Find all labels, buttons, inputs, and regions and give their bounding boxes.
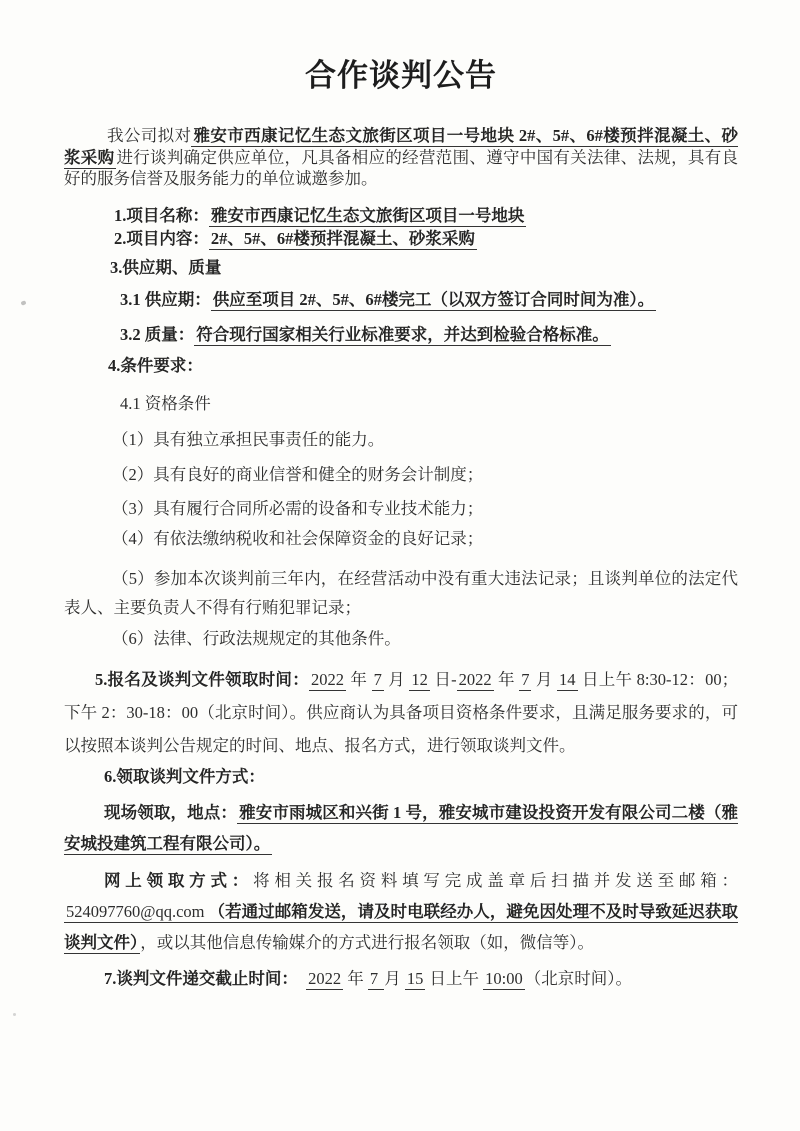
- intro-paragraph: [64, 125, 738, 190]
- text-run: 进行谈判确定供应单位，凡具备相应的经营范围、遵守中国有关法律、法规，具有良好的服务信誉及服务能力的单位诚邀参加。: [64, 147, 739, 188]
- condition-5: （5）参加本次谈判前三年内，在经营活动中没有重大违法记录；且谈判单位的法定代表人、主要负责人不得有行贿犯罪记录；: [64, 568, 738, 617]
- text-run: 雅安市西康记忆生态文旅街区项目一号地块: [210, 205, 525, 225]
- text-run: 日上午 8:30-12：00；下午 2：30-18：00（北京时间）。供应商认为具备项目资格条件要求，且满足服务要求的，可以按照本谈判公告规定的时间、地点、报名方式，进行领取谈判文件。: [64, 669, 739, 755]
- item-4-1-qualification-heading: 4.1 资格条件: [120, 393, 211, 413]
- text-run: 符合现行国家相关行业标准要求，并达到检验合格标准。: [196, 324, 609, 344]
- condition-1: （1）具有独立承担民事责任的能力。: [112, 429, 385, 449]
- text-run: 3.2 质量：: [120, 324, 195, 344]
- text-run: 雅安市雨城区和兴街 1 号，雅安城市建设投资开发有限公司二楼（雅安城投建筑工程有限公司）。: [64, 802, 739, 853]
- text-run: 2.项目内容：: [114, 228, 209, 248]
- text-run: 12: [411, 669, 428, 689]
- text-run: 年: [493, 669, 520, 689]
- item-3-heading-supply-period-quality: 3.供应期、质量: [110, 257, 222, 277]
- text-run: 14: [559, 669, 576, 689]
- text-run: 524097760@qq.com: [66, 901, 205, 921]
- text-run: 15: [406, 968, 424, 988]
- text-run: 月: [384, 968, 405, 988]
- item-2-project-content: [64, 227, 738, 250]
- item-7-submission-deadline: [64, 967, 738, 990]
- item-3-1-supply-period: [64, 288, 738, 311]
- text-run: 2022: [310, 669, 344, 689]
- text-run: （北京时间）。: [524, 968, 632, 988]
- online-pickup-paragraph: [64, 865, 738, 958]
- onsite-pickup-paragraph: [64, 797, 738, 859]
- text-run: 月: [383, 669, 410, 689]
- item-3-2-quality: [64, 323, 738, 346]
- condition-2: （2）具有良好的商业信誉和健全的财务会计制度；: [112, 464, 484, 484]
- text-run: 雅安市西康记忆生态文旅街区项目一号地块 2#、5#、6#楼预拌混凝土、砂浆采购: [64, 126, 739, 167]
- condition-6: （6）法律、行政法规规定的其他条件。: [112, 628, 401, 648]
- condition-3: （3）具有履行合同所必需的设备和专业技术能力；: [112, 498, 484, 518]
- text-run: 日上午: [425, 968, 484, 988]
- text-run: 年: [345, 669, 372, 689]
- text-run: 2#、5#、6#楼预拌混凝土、砂浆采购: [210, 228, 475, 248]
- text-run: 我公司拟对: [107, 126, 192, 145]
- text-run: 网上领取方式：: [104, 870, 254, 890]
- text-run: [290, 969, 307, 988]
- text-run: 1.项目名称：: [114, 205, 209, 225]
- text-run: 7.谈判文件递交截止时间：: [104, 968, 290, 988]
- text-run: 2022: [458, 669, 492, 689]
- text-run: 将相关报名资料填写完成盖章后扫描并发送至邮箱：: [253, 870, 739, 890]
- item-4-heading-requirements: 4.条件要求：: [108, 355, 203, 375]
- item-5-registration-time: [64, 663, 738, 762]
- item-6-heading-document-pickup: 6.领取谈判文件方式：: [104, 766, 265, 786]
- text-run: 现场领取，地点：: [104, 802, 238, 822]
- text-run: （若通过邮箱发送，请及时电联经办人，避免因处理不及时导致延迟获取谈判文件）: [64, 901, 738, 952]
- document-content: [64, 0, 738, 990]
- page-title: 合作谈判公告: [305, 58, 497, 93]
- text-run: 7: [373, 669, 382, 689]
- text-run: 7: [369, 968, 383, 988]
- scan-artifact-speck: [20, 300, 26, 306]
- condition-4: （4）有依法缴纳税收和社会保障资金的良好记录；: [112, 528, 484, 548]
- text-run: 10:00: [485, 968, 523, 988]
- text-run: 2022: [308, 968, 342, 988]
- text-run: 日-: [429, 669, 457, 689]
- text-run: 7: [521, 669, 530, 689]
- text-run: 年: [343, 968, 368, 988]
- text-run: 月: [531, 669, 558, 689]
- scan-artifact-speck: [13, 1013, 16, 1016]
- text-run: 供应至项目 2#、5#、6#楼完工（以双方签订合同时间为准）。: [212, 289, 655, 309]
- text-run: 3.1 供应期：: [120, 289, 211, 309]
- item-1-project-name: [64, 204, 738, 227]
- text-run: ，或以其他信息传输媒介的方式进行报名领取（如，微信等）。: [140, 932, 594, 952]
- text-run: 5.报名及谈判文件领取时间：: [95, 669, 309, 689]
